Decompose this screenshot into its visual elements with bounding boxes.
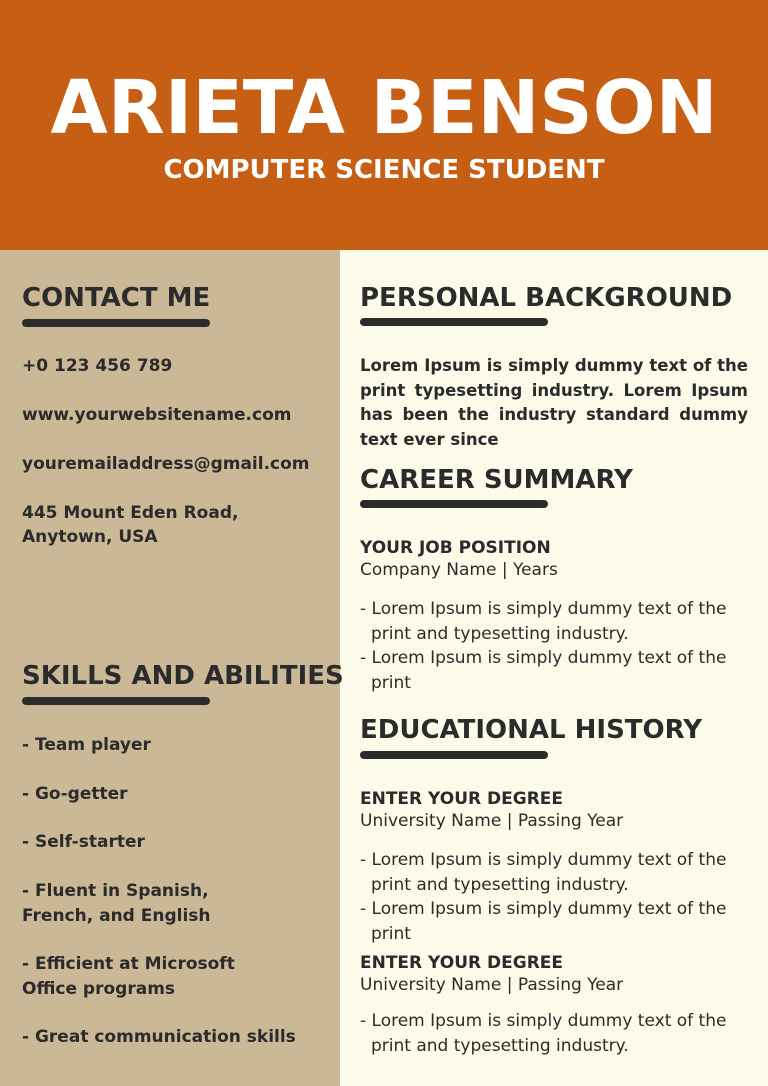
skills-heading-rule — [22, 697, 210, 705]
person-title: COMPUTER SCIENCE STUDENT — [163, 155, 605, 185]
university-year: University Name | Passing Year — [360, 811, 624, 831]
contact-address-line1: 445 Mount Eden Road, — [22, 503, 239, 523]
company-years: Company Name | Years — [360, 560, 558, 580]
degree-title: ENTER YOUR DEGREE — [360, 789, 564, 809]
contact-phone: +0 123 456 789 — [22, 356, 173, 376]
skill-item: - Go-getter — [22, 784, 128, 804]
career-bullet: - Lorem Ipsum is simply dummy text of the print — [360, 648, 727, 693]
career-heading: CAREER SUMMARY — [360, 465, 633, 495]
education-bullets — [360, 1009, 755, 1058]
degree-title: ENTER YOUR DEGREE — [360, 953, 564, 973]
career-bullets — [360, 597, 755, 695]
career-heading-rule — [360, 500, 548, 508]
education-bullets — [360, 848, 755, 946]
education-bullet: - Lorem Ipsum is simply dummy text of the print and typesetting industry. — [360, 1011, 727, 1056]
education-bullet: - Lorem Ipsum is simply dummy text of the print — [360, 899, 727, 944]
skill-item: - Self-starter — [22, 832, 145, 852]
background-heading: PERSONAL BACKGROUND — [360, 283, 733, 313]
header-banner — [0, 0, 768, 250]
background-text: Lorem Ipsum is simply dummy text of the print typesetting industry. Lorem Ipsum has been the industry standard dummy text ever since — [360, 356, 748, 449]
education-heading-rule — [360, 751, 548, 759]
university-year: University Name | Passing Year — [360, 975, 624, 995]
person-name: ARIETA BENSON — [50, 65, 718, 151]
career-bullet: - Lorem Ipsum is simply dummy text of the print and typesetting industry. — [360, 599, 727, 644]
background-heading-rule — [360, 318, 548, 326]
contact-website: www.yourwebsitename.com — [22, 405, 292, 425]
contact-heading: CONTACT ME — [22, 283, 211, 313]
job-position: YOUR JOB POSITION — [360, 538, 551, 558]
contact-heading-rule — [22, 319, 210, 327]
skill-item: - Efficient at Microsoft Office programs — [22, 954, 235, 999]
contact-address-line2: Anytown, USA — [22, 527, 158, 547]
skill-item: - Fluent in Spanish, French, and English — [22, 881, 211, 926]
education-heading: EDUCATIONAL HISTORY — [360, 715, 703, 745]
contact-email: youremailaddress@gmail.com — [22, 454, 310, 474]
education-bullet: - Lorem Ipsum is simply dummy text of the print and typesetting industry. — [360, 850, 727, 895]
skill-item: - Team player — [22, 735, 151, 755]
skills-heading: SKILLS AND ABILITIES — [22, 661, 344, 691]
skill-item: - Great communication skills — [22, 1027, 296, 1047]
